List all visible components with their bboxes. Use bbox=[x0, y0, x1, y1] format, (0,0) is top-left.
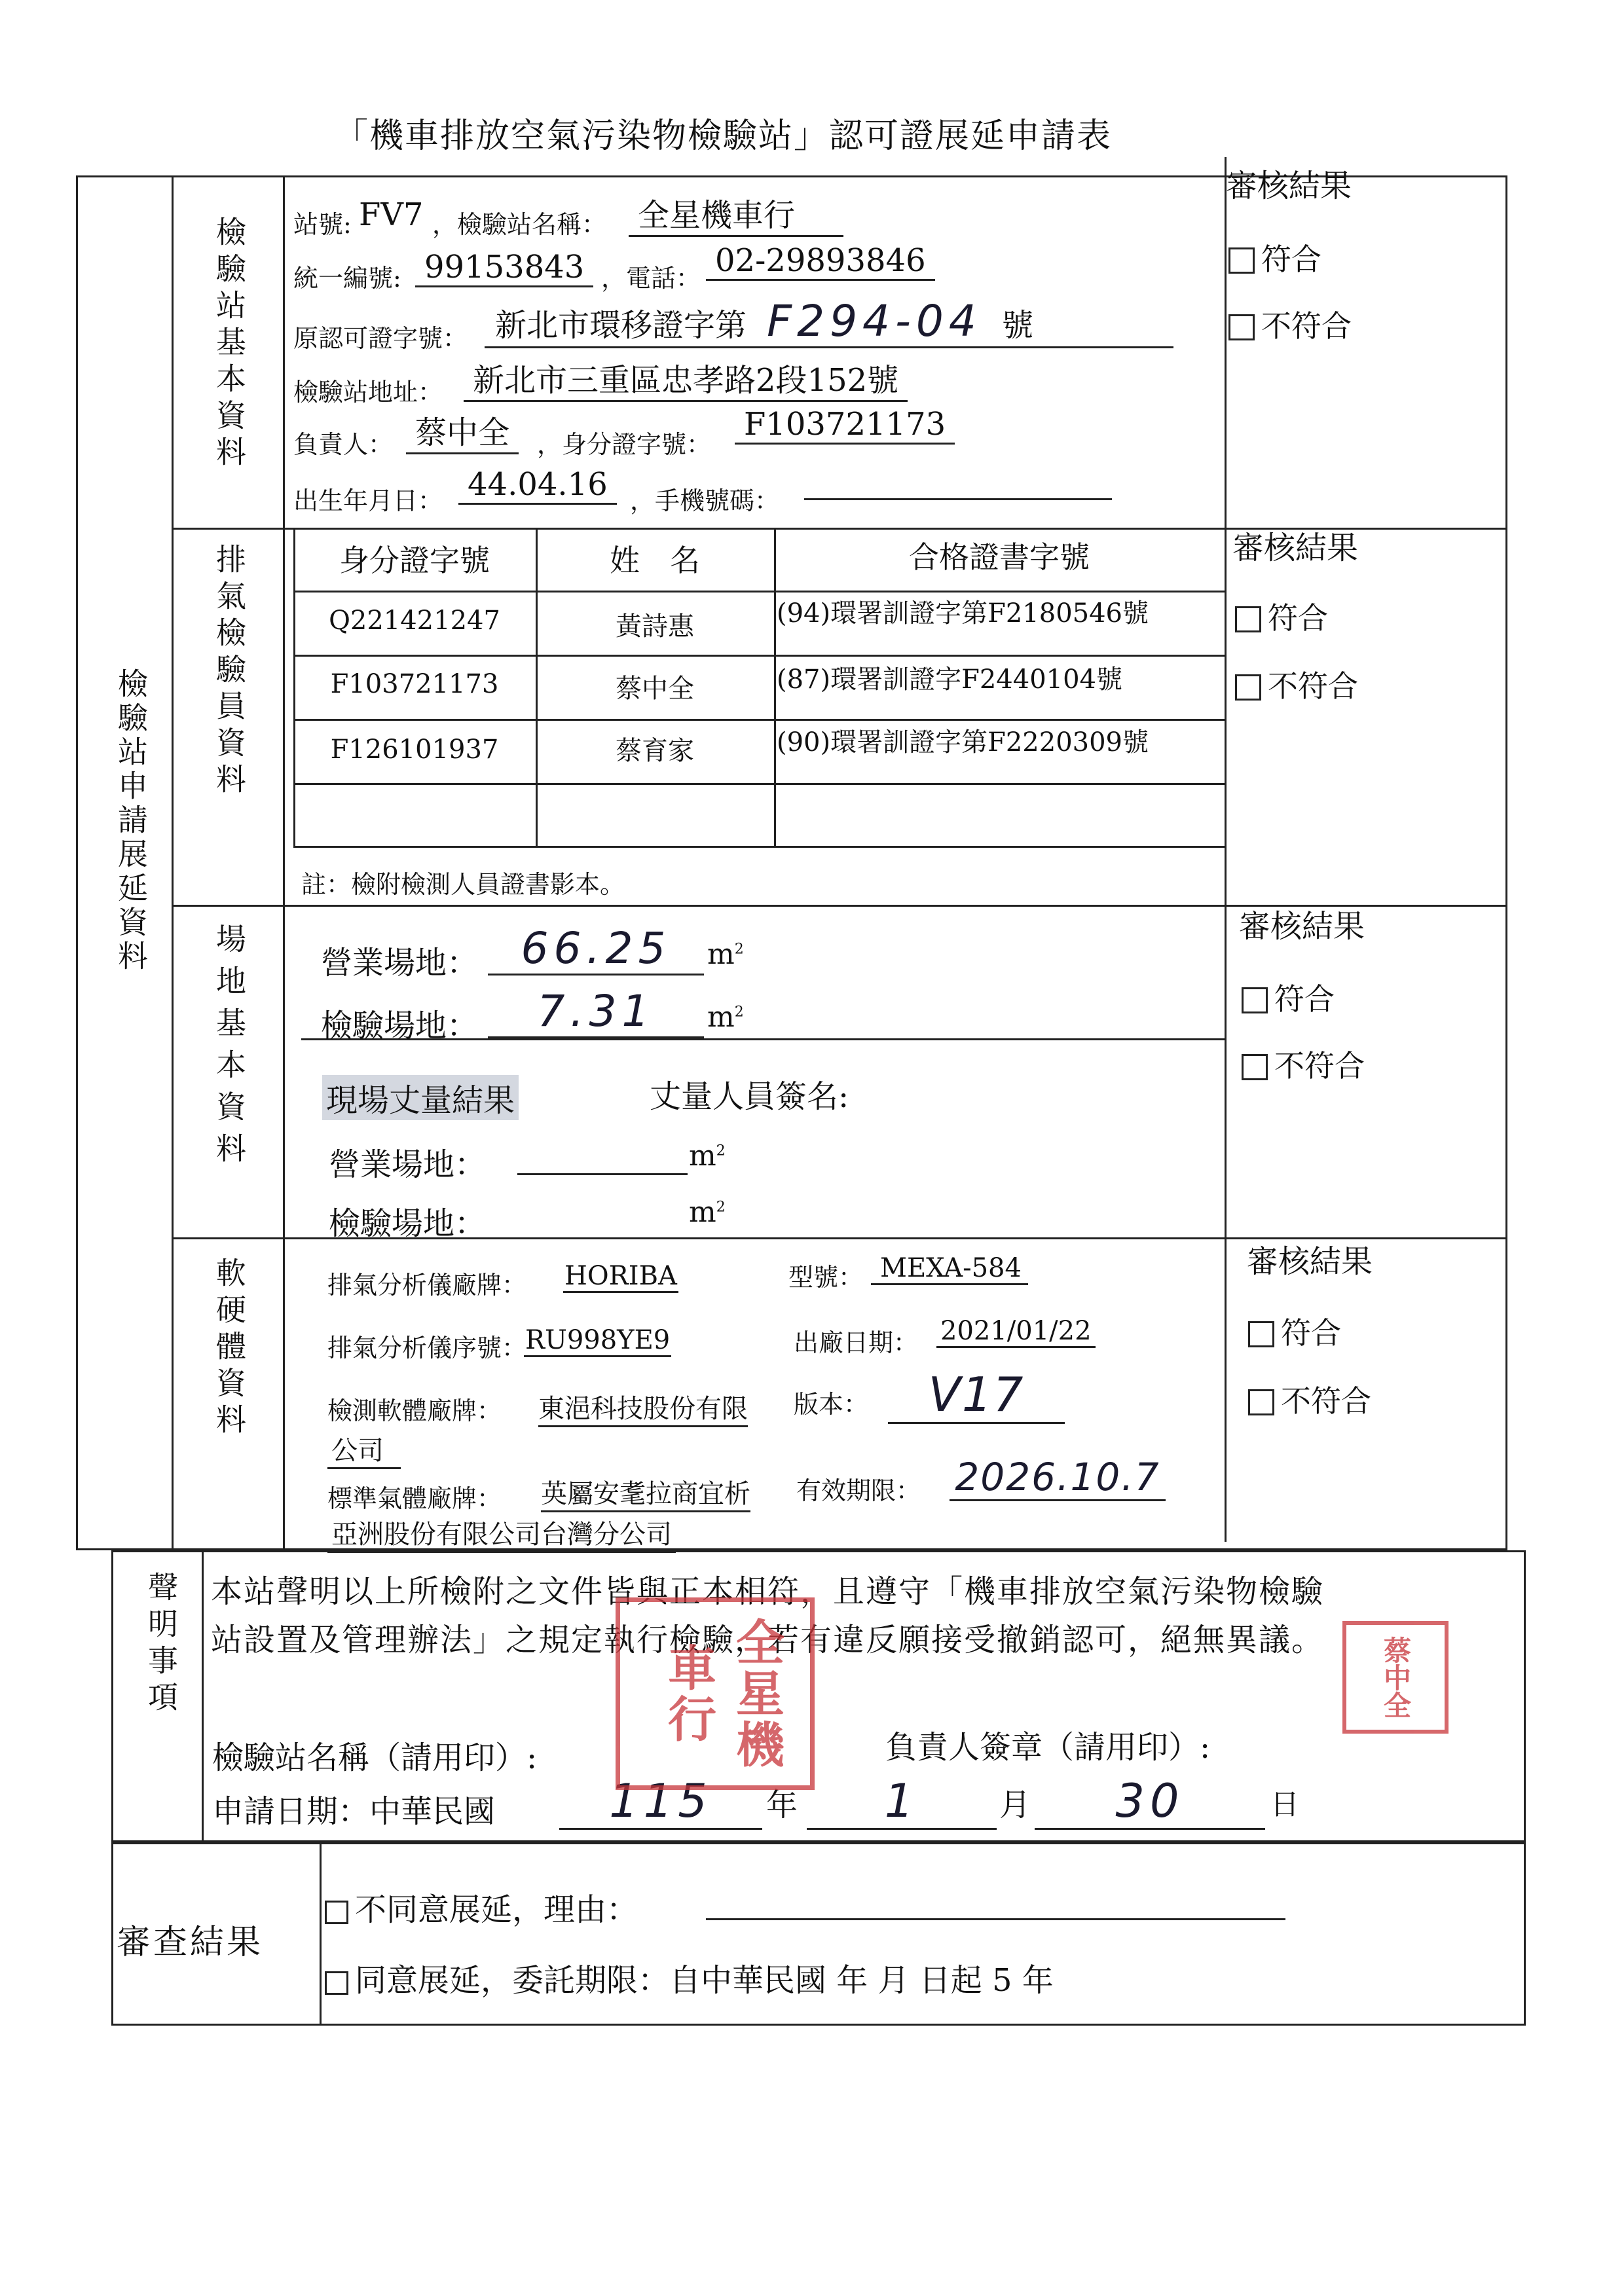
phone-label: ，電話： bbox=[601, 264, 701, 293]
gas-brand-value-line1: 英屬安耄拉商宜析 bbox=[541, 1473, 750, 1512]
tax-id-value: 99153843 bbox=[415, 249, 593, 287]
basic-info-label: 檢驗站基本資料 bbox=[212, 216, 247, 473]
review-pass-2[interactable]: 符合 bbox=[1235, 594, 1328, 638]
declaration-line-2: 站設置及管理辦法」之規定執行檢驗，若有違反願接受撤銷認可，絕無異議。 bbox=[211, 1622, 1325, 1658]
address-value: 新北市三重區忠孝路2段152號 bbox=[464, 355, 908, 402]
final-review-label: 審查結果 bbox=[117, 1923, 264, 1962]
business-area-label: 營業場地： bbox=[321, 945, 479, 981]
hardware-label: 軟硬體資料 bbox=[212, 1257, 247, 1440]
mfg-date-value: 2021/01/22 bbox=[936, 1316, 1096, 1348]
business-area-unit: $m^2$ bbox=[707, 938, 744, 971]
divider bbox=[172, 175, 174, 1550]
inspector-header-cert: 合格證書字號 bbox=[909, 539, 1090, 575]
inspector-row-1-id: Q221421247 bbox=[329, 606, 500, 636]
software-label: 檢測軟體廠牌： bbox=[327, 1396, 502, 1425]
owner-value: 蔡中全 bbox=[406, 407, 519, 454]
review-fail-1[interactable]: 不符合 bbox=[1228, 302, 1352, 346]
divider bbox=[293, 783, 1225, 785]
apply-day-value: 30 bbox=[1035, 1774, 1265, 1830]
divider bbox=[1225, 157, 1227, 1542]
site-label: 場地基本資料 bbox=[212, 923, 247, 1175]
version-label: 版本： bbox=[794, 1390, 869, 1419]
expiry-value: 2026.10.7 bbox=[950, 1455, 1166, 1501]
measure-title: 現場丈量結果 bbox=[322, 1075, 519, 1120]
analyzer-serial-value: RU998YE9 bbox=[524, 1325, 671, 1357]
divider bbox=[293, 719, 1225, 721]
checkbox-icon bbox=[1228, 314, 1255, 340]
declaration-line-1: 本站聲明以上所檢附之文件皆與正本相符，且遵守「機車排放空氣污染物檢驗 bbox=[211, 1573, 1325, 1610]
mfg-date-label: 出廠日期： bbox=[794, 1328, 919, 1357]
divider bbox=[283, 175, 285, 1550]
address-label: 檢驗站地址： bbox=[293, 378, 443, 407]
station-seal-stamp: 全星機車行 bbox=[616, 1597, 815, 1790]
checkbox-icon bbox=[1248, 1321, 1274, 1347]
checkbox-icon bbox=[1242, 987, 1268, 1013]
divider bbox=[202, 1550, 204, 1842]
option-approve[interactable]: 同意展延，委託期限：自中華民國 年 月 日起 5 年 bbox=[325, 1955, 1054, 2000]
inspector-header-id: 身分證字號 bbox=[339, 543, 490, 578]
apply-month-value: 1 bbox=[807, 1774, 997, 1830]
owner-seal-stamp: 蔡中全 bbox=[1342, 1621, 1449, 1734]
declaration-label: 聲明事項 bbox=[143, 1571, 179, 1718]
checkbox-icon bbox=[325, 1971, 348, 1995]
apply-year-value: 115 bbox=[559, 1774, 762, 1830]
inspection-area-label: 檢驗場地： bbox=[321, 1008, 479, 1044]
inspector-note: 註：檢附檢測人員證書影本。 bbox=[301, 870, 625, 899]
inspector-row-3-name: 蔡育家 bbox=[616, 736, 694, 766]
expiry-label: 有效期限： bbox=[796, 1476, 921, 1505]
software-value-line1: 東浥科技股份有限 bbox=[538, 1388, 748, 1427]
measured-inspection-unit: $m^2$ bbox=[689, 1195, 726, 1229]
inspector-row-1-cert: (94)環署訓證字第F2180546號 bbox=[777, 598, 1149, 629]
station-no-value: FV7 bbox=[359, 196, 424, 233]
id-value: F103721173 bbox=[735, 406, 955, 445]
review-title-3: 審核結果 bbox=[1239, 908, 1365, 945]
analyzer-serial-label: 排氣分析儀序號： bbox=[327, 1334, 527, 1362]
inspector-row-3-id: F126101937 bbox=[330, 735, 499, 765]
measured-business-unit: $m^2$ bbox=[689, 1139, 726, 1173]
mobile-label: ，手機號碼： bbox=[630, 486, 780, 515]
checkbox-icon bbox=[1242, 1054, 1268, 1080]
analyzer-brand-label: 排氣分析儀廠牌： bbox=[327, 1271, 527, 1300]
review-fail-3[interactable]: 不符合 bbox=[1242, 1042, 1365, 1085]
inspector-row-2-name: 蔡中全 bbox=[616, 674, 694, 704]
orig-cert-label: 原認可證字號： bbox=[293, 324, 468, 353]
station-name-value: 全星機車行 bbox=[629, 190, 843, 237]
orig-cert-value: 新北市環移證字第 F294-04 號 bbox=[485, 296, 1173, 348]
owner-label: 負責人： bbox=[293, 430, 394, 459]
review-title-4: 審核結果 bbox=[1247, 1243, 1373, 1280]
review-title-2: 審核結果 bbox=[1232, 530, 1359, 566]
dob-label: 出生年月日： bbox=[293, 486, 443, 515]
phone-value: 02-29893846 bbox=[706, 242, 935, 281]
checkbox-icon bbox=[1235, 606, 1261, 632]
model-value: MEXA-584 bbox=[871, 1253, 1028, 1285]
station-name-label: ，檢驗站名稱： bbox=[432, 210, 607, 239]
version-value: V17 bbox=[888, 1367, 1065, 1424]
divider bbox=[293, 655, 1225, 657]
measured-business-label: 營業場地： bbox=[329, 1146, 487, 1183]
owner-seal-label: 負責人簽章（請用印）: bbox=[885, 1729, 1211, 1766]
analyzer-brand-value: HORIBA bbox=[563, 1261, 678, 1293]
inspector-row-3-cert: (90)環署訓證字第F2220309號 bbox=[777, 727, 1149, 757]
tax-id-label: 統一編號: bbox=[293, 264, 401, 293]
gas-brand-label: 標準氣體廠牌： bbox=[327, 1484, 502, 1513]
option-deny[interactable]: 不同意展延，理由： bbox=[325, 1884, 638, 1929]
year-unit: 年 bbox=[766, 1787, 798, 1823]
inspection-area-value: 7.31 bbox=[488, 986, 704, 1038]
month-unit: 月 bbox=[999, 1787, 1031, 1823]
model-label: 型號： bbox=[788, 1263, 864, 1292]
review-pass-4[interactable]: 符合 bbox=[1248, 1309, 1341, 1353]
checkbox-icon bbox=[1248, 1389, 1274, 1415]
id-label: ，身分證字號： bbox=[537, 430, 712, 459]
software-value-line2: 公司 bbox=[327, 1430, 401, 1469]
divider bbox=[320, 1842, 322, 2026]
review-title-1: 審核結果 bbox=[1226, 168, 1352, 204]
station-no-label: 站號: bbox=[293, 210, 352, 239]
page-title: 「機車排放空氣污染物檢驗站」認可證展延申請表 bbox=[334, 117, 1113, 156]
day-unit: 日 bbox=[1270, 1788, 1299, 1821]
apply-date-label: 申請日期：中華民國 bbox=[212, 1793, 496, 1830]
business-area-value: 66.25 bbox=[488, 923, 704, 975]
dob-value: 44.04.16 bbox=[458, 466, 617, 505]
divider bbox=[293, 846, 1225, 848]
checkbox-icon bbox=[1228, 247, 1255, 274]
inspection-area-unit: $m^2$ bbox=[707, 1000, 744, 1034]
review-pass-3[interactable]: 符合 bbox=[1242, 975, 1335, 1019]
checkbox-icon bbox=[1235, 674, 1261, 701]
mobile-value bbox=[804, 466, 1112, 500]
measured-business-value bbox=[517, 1139, 688, 1175]
inspector-row-2-id: F103721173 bbox=[330, 669, 499, 699]
inspector-row-2-cert: (87)環署訓證字F2440104號 bbox=[777, 665, 1123, 695]
review-fail-4[interactable]: 不符合 bbox=[1248, 1377, 1371, 1421]
review-pass-1[interactable]: 符合 bbox=[1228, 236, 1321, 279]
deny-reason-field[interactable] bbox=[706, 1886, 1285, 1920]
review-fail-2[interactable]: 不符合 bbox=[1235, 663, 1358, 706]
inspector-label: 排氣檢驗員資料 bbox=[212, 543, 247, 800]
inspector-header-name: 姓 名 bbox=[610, 543, 700, 578]
station-seal-label: 檢驗站名稱（請用印）: bbox=[212, 1740, 538, 1776]
gas-brand-value-line2: 亞洲股份有限公司台灣分公司 bbox=[327, 1514, 676, 1553]
checkbox-icon bbox=[325, 1901, 348, 1924]
inspector-row-1-name: 黃詩惠 bbox=[616, 611, 694, 642]
measured-inspection-label: 檢驗場地： bbox=[329, 1205, 487, 1242]
measurer-label: 丈量人員簽名: bbox=[650, 1078, 849, 1115]
application-side-label: 檢驗站申請展延資料 bbox=[113, 668, 149, 974]
